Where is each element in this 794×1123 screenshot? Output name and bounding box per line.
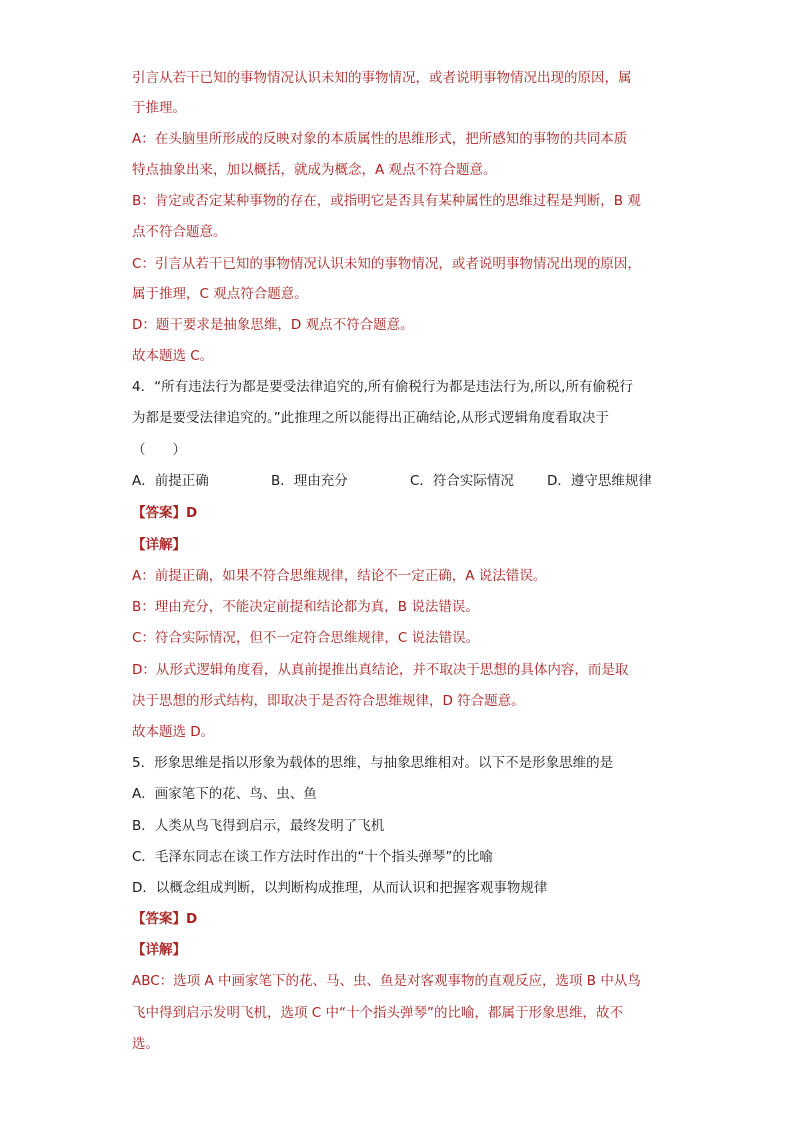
q5-explain-abc-1: ABC：选项 A 中画家笔下的花、马、虫、鱼是对客观事物的直观反应，选项 B 中从鸟: [132, 973, 641, 989]
q3-explain-c-2: 属于推理，C 观点符合题意。: [132, 286, 308, 302]
intro-line-1: 引言从若干已知的事物情况认识未知的事物情况，或者说明事物情况出现的原因，属: [132, 70, 632, 86]
q5-detail-heading: 【详解】: [132, 942, 186, 958]
q5-answer: 【答案】D: [132, 911, 198, 927]
q3-explain-d-1: D：题干要求是抽象思维，D 观点不符合题意。: [132, 317, 414, 333]
q4-explain-a: A：前提正确，如果不符合思维规律，结论不一定正确，A 说法错误。: [132, 568, 547, 584]
q4-explain-d-1: D：从形式逻辑角度看，从真前提推出真结论，并不取决于思想的具体内容，而是取: [132, 662, 629, 678]
q4-blank: （ ）: [132, 442, 186, 458]
q3-explain-b-2: 点不符合题意。: [132, 224, 227, 240]
q3-explain-a-2: 特点抽象出来，加以概括，就成为概念，A 观点不符合题意。: [132, 162, 497, 178]
q4-conclusion: 故本题选 D。: [132, 724, 215, 740]
q4-stem-1: 4．“所有违法行为都是要受法律追究的,所有偷税行为都是违法行为,所以,所有偷税行: [132, 379, 633, 395]
q5-stem: 5．形象思维是指以形象为载体的思维，与抽象思维相对。以下不是形象思维的是: [132, 755, 614, 771]
intro-line-2: 于推理。: [132, 100, 186, 116]
q5-option-d: D．以概念组成判断，以判断构成推理，从而认识和把握客观事物规律: [132, 880, 548, 896]
q4-options: [132, 471, 662, 491]
q4-explain-d-2: 决于思想的形式结构，即取决于是否符合思维规律，D 符合题意。: [132, 693, 525, 709]
q4-explain-c: C：符合实际情况，但不一定符合思维规律，C 说法错误。: [132, 630, 480, 646]
q4-stem-2: 为都是要受法律追究的。”此推理之所以能得出正确结论,从形式逻辑角度看取决于: [132, 410, 610, 426]
q5-option-a: A．画家笔下的花、鸟、虫、鱼: [132, 786, 317, 802]
q3-explain-a-1: A：在头脑里所形成的反映对象的本质属性的思维形式，把所感知的事物的共同本质: [132, 131, 628, 147]
q4-explain-b: B：理由充分，不能决定前提和结论都为真，B 说法错误。: [132, 599, 479, 615]
q5-explain-abc-2: 飞中得到启示发明飞机，选项 C 中“十个指头弹琴”的比喻，都属于形象思维，故不: [132, 1005, 623, 1021]
q4-option-d: D．遵守思维规律: [547, 473, 652, 489]
q4-detail-heading: 【详解】: [132, 537, 186, 553]
q3-explain-c-1: C：引言从若干已知的事物情况认识未知的事物情况，或者说明事物情况出现的原因，: [132, 256, 641, 272]
q4-answer: 【答案】D: [132, 505, 198, 521]
q5-option-c: C．毛泽东同志在谈工作方法时作出的“十个指头弹琴”的比喻: [132, 849, 493, 865]
q5-option-b: B．人类从鸟飞得到启示，最终发明了飞机: [132, 818, 385, 834]
q4-option-c: C．符合实际情况: [410, 473, 514, 489]
q3-explain-b-1: B：肯定或否定某种事物的存在，或指明它是否具有某种属性的思维过程是判断，B 观: [132, 193, 641, 209]
q4-option-a: A．前提正确: [132, 473, 209, 489]
q3-conclusion: 故本题选 C。: [132, 348, 214, 364]
q5-explain-abc-3: 选。: [132, 1036, 159, 1052]
q4-option-b: B．理由充分: [271, 473, 348, 489]
